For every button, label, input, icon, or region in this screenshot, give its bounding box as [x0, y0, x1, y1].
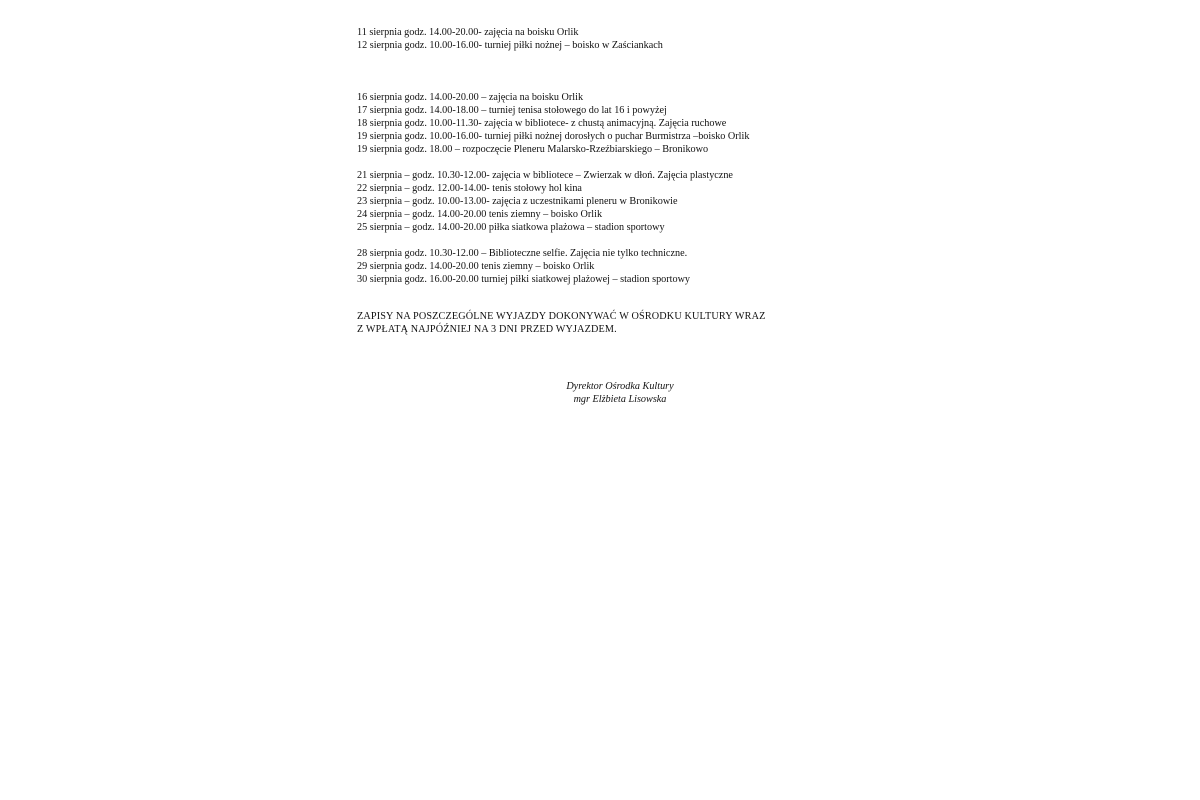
schedule-entry: 24 sierpnia – godz. 14.00-20.00 tenis ziemny – boisko Orlik [357, 209, 603, 220]
schedule-group-3 [357, 169, 877, 234]
schedule-entry: 12 sierpnia godz. 10.00-16.00- turniej piłki nożnej – boisko w Zaściankach [357, 40, 663, 51]
schedule-entry: 16 sierpnia godz. 14.00-20.00 – zajęcia na boisku Orlik [357, 92, 584, 103]
spacer [357, 286, 877, 310]
registration-notice [357, 310, 877, 336]
schedule-entry: 22 sierpnia – godz. 12.00-14.00- tenis stołowy hol kina [357, 183, 582, 194]
spacer [357, 234, 877, 247]
schedule-entry: 28 sierpnia godz. 10.30-12.00 – Biblioteczne selfie. Zajęcia nie tylko techniczne. [357, 248, 688, 259]
spacer [357, 52, 877, 91]
schedule-entry: 21 sierpnia – godz. 10.30-12.00- zajęcia w bibliotece – Zwierzak w dłoń. Zajęcia plastyczne [357, 170, 733, 181]
notice-line-1: ZAPISY NA POSZCZEGÓLNE WYJAZDY DOKONYWAĆ W OŚRODKU KULTURY WRAZ [357, 311, 766, 322]
schedule-entry: 19 sierpnia godz. 18.00 – rozpoczęcie Pleneru Malarsko-Rzeźbiarskiego – Bronikowo [357, 144, 709, 155]
signature-name: mgr Elżbieta Lisowska [573, 394, 667, 405]
signature-title: Dyrektor Ośrodka Kultury [566, 381, 674, 392]
notice-line-2: Z WPŁATĄ NAJPÓŹNIEJ NA 3 DNI PRZED WYJAZDEM. [357, 324, 617, 335]
schedule-group-4 [357, 247, 877, 286]
schedule-entry: 17 sierpnia godz. 14.00-18.00 – turniej tenisa stołowego do lat 16 i powyżej [357, 105, 667, 116]
schedule-entry: 29 sierpnia godz. 14.00-20.00 tenis ziemny – boisko Orlik [357, 261, 595, 272]
signature-block [540, 380, 700, 406]
schedule-group-2 [357, 91, 877, 156]
schedule-entry: 18 sierpnia godz. 10.00-11.30- zajęcia w bibliotece- z chustą animacyjną. Zajęcia ruchowe [357, 118, 727, 129]
schedule-entry: 30 sierpnia godz. 16.00-20.00 turniej piłki siatkowej plażowej – stadion sportowy [357, 274, 691, 285]
document-body [357, 26, 877, 336]
schedule-entry: 11 sierpnia godz. 14.00-20.00- zajęcia na boisku Orlik [357, 27, 579, 38]
schedule-entry: 23 sierpnia – godz. 10.00-13.00- zajęcia z uczestnikami pleneru w Bronikowie [357, 196, 678, 207]
spacer [357, 156, 877, 169]
schedule-entry: 19 sierpnia godz. 10.00-16.00- turniej piłki nożnej dorosłych o puchar Burmistrza –boisko Orlik [357, 131, 750, 142]
schedule-entry: 25 sierpnia – godz. 14.00-20.00 piłka siatkowa plażowa – stadion sportowy [357, 222, 665, 233]
schedule-group-1 [357, 26, 877, 52]
